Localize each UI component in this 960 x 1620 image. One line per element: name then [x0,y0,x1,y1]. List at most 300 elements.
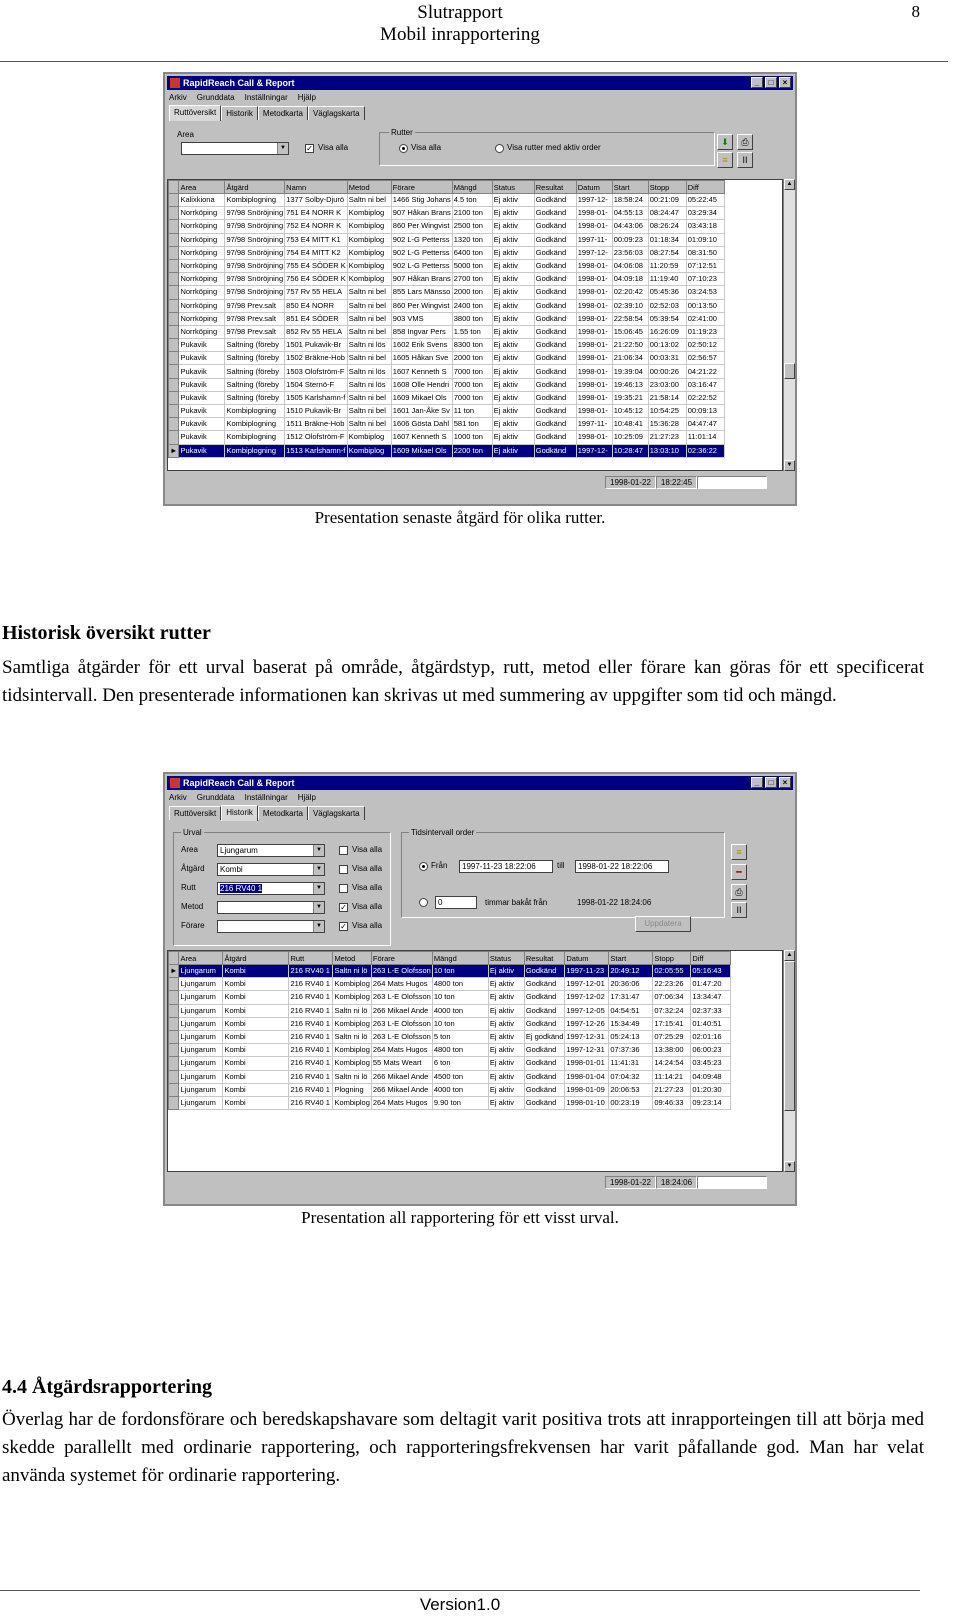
table-cell: 07:32:24 [653,1004,691,1017]
table-cell: 1998-01- [576,431,612,444]
scroll-down-icon[interactable]: ▼ [784,1161,795,1172]
table-cell: Saltn ni bel [347,299,391,312]
column-header[interactable]: Mängd [452,181,492,194]
menu-grunddata[interactable]: Grunddata [196,93,235,102]
table-cell: Kombi [223,1057,289,1070]
pause-icon[interactable]: II [737,152,753,168]
tab-historik[interactable]: Historik [221,106,258,120]
tab-metodkarta[interactable]: Metodkarta [258,106,308,120]
table-cell: 4000 ton [432,1004,488,1017]
table-row[interactable] [169,365,725,378]
table-cell: Ljungarum [179,1044,223,1057]
tab-ruttoversikt[interactable]: Ruttöversikt [169,105,221,121]
column-header[interactable]: Area [179,181,225,194]
row-indicator[interactable] [169,325,179,338]
table-cell: Pukavik [179,339,225,352]
column-header[interactable]: Start [609,952,653,965]
row-indicator[interactable] [169,220,179,233]
table-cell: Norrköping [179,286,225,299]
table-cell: Saltning (föreby [225,391,285,404]
column-header[interactable]: Area [179,952,223,965]
table-cell: 13:03:10 [648,444,686,457]
table-row[interactable] [169,418,725,431]
column-header[interactable]: Mängd [432,952,488,965]
row-indicator[interactable] [169,431,179,444]
sum-icon[interactable]: ≡ [717,152,733,168]
table-cell: Ej aktiv [492,431,534,444]
table-row[interactable] [169,391,725,404]
table-cell: 00:03:31 [648,352,686,365]
table-cell: 10:45:12 [612,405,648,418]
table-cell: Pukavik [179,365,225,378]
table-cell: Ej aktiv [492,339,534,352]
menu-hjalp[interactable]: Hjälp [297,793,316,802]
area-select[interactable] [181,142,289,155]
row-indicator[interactable] [169,1070,179,1083]
app-icon [170,78,180,88]
row-indicator[interactable] [169,391,179,404]
table-cell: Godkänd [534,259,576,272]
maximize-button[interactable]: □ [765,77,777,88]
pause-icon[interactable]: II [731,902,747,918]
row-indicator[interactable] [169,1096,179,1109]
table-cell: 1602 Erik Svens [391,339,452,352]
table-cell: Godkänd [524,991,565,1004]
table-cell: 97/98 Prev.salt [225,312,285,325]
table-cell: 1998-01- [576,325,612,338]
table-cell: 02:01:16 [691,1030,731,1043]
filter-select[interactable] [217,863,325,876]
table-cell: Saltn ni lös [347,365,391,378]
print-icon[interactable]: ⎙ [731,884,747,900]
row-indicator[interactable] [169,194,179,207]
minimize-button[interactable]: _ [751,77,763,88]
from-datetime-field[interactable]: 1997-11-23 18:22:06 [459,860,553,873]
filter-select[interactable] [217,920,325,933]
filter-label: Area [181,845,198,854]
table-cell: 04:55:13 [612,207,648,220]
table-cell: 216 RV40 1 [289,1004,333,1017]
table-cell: Kombi [223,1096,289,1109]
table-cell: 1998-01- [576,259,612,272]
table-cell: Saltning (föreby [225,378,285,391]
table-row[interactable] [169,246,725,259]
table-cell: 263 L-E Olofsson [371,1017,432,1030]
table-cell: Godkänd [534,220,576,233]
table-cell: 05:24:13 [609,1030,653,1043]
filter-select[interactable] [217,882,325,895]
column-header[interactable]: Förare [391,181,452,194]
visa-alla-checkbox[interactable]: ✓ [306,144,313,153]
hours-stepper[interactable]: 0 [435,896,477,909]
table-cell: Norrköping [179,325,225,338]
update-button[interactable]: Uppdatera [635,916,691,932]
filter-select[interactable] [217,844,325,857]
table-cell: 07:06:34 [653,991,691,1004]
table-cell: Ej aktiv [492,444,534,457]
table-row[interactable] [169,352,725,365]
table-row[interactable] [169,194,725,207]
visa-alla-checkbox[interactable] [339,884,348,893]
menu-installningar[interactable]: Inställningar [244,93,288,102]
table-row[interactable] [169,220,725,233]
scroll-thumb[interactable] [784,363,795,379]
row-indicator[interactable] [169,312,179,325]
table-cell: Kombiplog [333,1044,371,1057]
report-title: Slutrapport [417,2,503,23]
row-indicator[interactable] [169,1004,179,1017]
table-cell: 11:14:21 [653,1070,691,1083]
column-header[interactable]: Metod [347,181,391,194]
table-cell: 1997-12-05 [565,1004,609,1017]
filter-select[interactable] [217,901,325,914]
row-indicator[interactable] [169,352,179,365]
table-cell: 1998-01-09 [565,1083,609,1096]
column-header[interactable]: Start [612,181,648,194]
table-cell: Saltn ni lö [333,1030,371,1043]
tab-ruttoversikt[interactable]: Ruttöversikt [169,806,221,820]
table-cell: Godkänd [534,194,576,207]
row-indicator[interactable] [169,233,179,246]
table-row[interactable] [169,1030,731,1043]
column-header[interactable]: Stopp [648,181,686,194]
table-cell: 10 ton [432,965,488,978]
table-row[interactable] [169,431,725,444]
table-cell: 10:54:25 [648,405,686,418]
table-cell: Norrköping [179,299,225,312]
column-header[interactable]: Resultat [524,952,565,965]
table-cell: 10:28:47 [612,444,648,457]
header-rule [0,61,948,62]
table-cell: Kombiplog [333,1057,371,1070]
table-cell: 1501 Pukavik-Br [285,339,348,352]
table-cell: 04:47:47 [686,418,724,431]
table-cell: 4800 ton [432,1044,488,1057]
table-cell: 97/98 Snöröjning [225,220,285,233]
table-cell: 1502 Bräkne-Hob [285,352,348,365]
table-row[interactable] [169,991,731,1004]
column-header[interactable]: Status [488,952,524,965]
table-cell: Ej aktiv [492,194,534,207]
row-indicator[interactable] [169,299,179,312]
column-header[interactable]: Förare [371,952,432,965]
radio-visa-alla-label: Visa alla [411,143,442,152]
footer-version: Version1.0 [419,1595,501,1614]
table-cell: 902 L-G Petterss [391,246,452,259]
section-paragraph-historisk: Samtliga åtgärder för ett urval baserat på område, åtgärdstyp, rutt, metod eller förare kan göras för ett specificerat tidsintervall. Den presenterade informationen kan skrivas ut med summering av uppgifter som tid och mängd. [2,657,924,706]
table-cell: Godkänd [534,405,576,418]
table-cell: Kombiplog [347,259,391,272]
row-indicator[interactable] [169,207,179,220]
menu-grunddata[interactable]: Grunddata [196,793,235,802]
table-row[interactable] [169,207,725,220]
table-cell: 02:56:57 [686,352,724,365]
table-cell: 22:58:54 [612,312,648,325]
table-cell: 97/98 Prev.salt [225,325,285,338]
menu-arkiv[interactable]: Arkiv [169,793,187,802]
column-header[interactable]: Åtgärd [225,181,285,194]
row-indicator[interactable]: ► [169,444,179,457]
table-cell: Kombiplog [347,273,391,286]
row-indicator[interactable] [169,978,179,991]
row-indicator[interactable] [169,286,179,299]
table-row[interactable] [169,1017,731,1030]
row-indicator[interactable] [169,1083,179,1096]
menubar [169,92,316,104]
row-indicator[interactable] [169,991,179,1004]
tab-vaglagskarta[interactable]: Väglagskarta [308,106,365,120]
tab-strip [169,806,365,820]
table-cell: 03:24:53 [686,286,724,299]
sum-icon[interactable]: ≡ [731,844,747,860]
table-cell: Kombiplog [333,991,371,1004]
table-cell: 09:23:14 [691,1096,731,1109]
table-cell: 2200 ton [452,444,492,457]
row-indicator[interactable] [169,246,179,259]
table-cell: 00:00:26 [648,365,686,378]
table-row[interactable] [169,299,725,312]
minus-icon[interactable]: ━ [731,864,747,880]
table-cell: 05:45:36 [648,286,686,299]
table-row[interactable] [169,325,725,338]
table-cell: Godkänd [534,286,576,299]
close-button[interactable]: × [779,77,791,88]
row-indicator[interactable] [169,1030,179,1043]
table-cell: 20:36:06 [609,978,653,991]
table-cell: Ej aktiv [492,207,534,220]
menu-arkiv[interactable]: Arkiv [169,93,187,102]
table-row[interactable] [169,1044,731,1057]
radio-visa-alla[interactable] [399,144,408,153]
table-cell: 1997-12-31 [565,1030,609,1043]
table-cell: Ej aktiv [488,1044,524,1057]
table-row[interactable] [169,405,725,418]
table-row[interactable] [169,259,725,272]
scroll-up-icon[interactable]: ▲ [784,950,795,961]
table-cell: 757 Rv 55 HELA [285,286,348,299]
table-row[interactable] [169,965,731,978]
table-cell: 7000 ton [452,378,492,391]
table-row[interactable] [169,1096,731,1109]
radio-fran[interactable] [419,862,428,871]
table-cell: Kombiplogning [225,444,285,457]
table-cell: 19:46:13 [612,378,648,391]
table-cell: 00:13:02 [648,339,686,352]
table-cell: Kombiplog [333,1017,371,1030]
close-button[interactable]: × [779,777,791,788]
visa-alla-checkbox[interactable] [339,865,348,874]
table-cell: Ej aktiv [488,1057,524,1070]
radio-aktiv-order[interactable] [495,144,504,153]
column-header[interactable]: Stopp [653,952,691,965]
table-cell: Ej aktiv [488,1004,524,1017]
table-row[interactable] [169,378,725,391]
table-cell: 216 RV40 1 [289,1057,333,1070]
routes-grid-scrollbar[interactable] [783,179,795,471]
scroll-up-icon[interactable]: ▲ [784,179,795,190]
column-header[interactable]: Resultat [534,181,576,194]
table-cell: 1609 Mikael Ols [391,444,452,457]
print-icon[interactable]: ⎙ [737,134,753,150]
table-cell: 264 Mats Hugos [371,1044,432,1057]
table-row[interactable] [169,978,731,991]
table-cell: Ej aktiv [492,325,534,338]
table-row[interactable] [169,233,725,246]
column-header[interactable]: Diff [691,952,731,965]
table-cell: Norrköping [179,312,225,325]
table-cell: Ej aktiv [492,286,534,299]
table-cell: 1998-01- [576,207,612,220]
table-cell: Godkänd [524,965,565,978]
table-cell: 19:35:21 [612,391,648,404]
table-cell: Ej aktiv [488,991,524,1004]
table-cell: 97/98 Prev.salt [225,299,285,312]
row-indicator[interactable] [169,259,179,272]
table-cell: Kombiplogning [225,405,285,418]
row-indicator[interactable] [169,1057,179,1070]
section-paragraph-atgardsrapportering: Överlag har de fordonsförare och beredskapshavare som deltagit varit positiva trots att inrapporteingen till att börja med skedde parallellt med ordinarie rapportering, och rapporteringsfrekvensen har varit påfallande god. Man har velat använda systemet för ordinarie rapportering. [2,1409,924,1486]
minimize-button[interactable]: _ [751,777,763,788]
row-indicator[interactable]: ► [169,965,179,978]
visa-alla-checkbox[interactable] [339,846,348,855]
table-row[interactable] [169,286,725,299]
table-cell: 04:21:22 [686,365,724,378]
row-indicator[interactable] [169,1017,179,1030]
urval-label: Urval [183,828,202,837]
table-cell: 04:43:06 [612,220,648,233]
table-row[interactable] [169,444,725,457]
tab-historik[interactable]: Historik [221,805,258,821]
column-header[interactable]: Åtgärd [223,952,289,965]
tab-metodkarta[interactable]: Metodkarta [258,806,308,820]
table-row[interactable] [169,273,725,286]
table-cell: 8300 ton [452,339,492,352]
table-cell: Godkänd [534,299,576,312]
table-cell: 10:48:41 [612,418,648,431]
table-cell: 02:41:00 [686,312,724,325]
table-cell: 05:22:45 [686,194,724,207]
table-cell: Kombi [223,1030,289,1043]
row-indicator[interactable] [169,418,179,431]
table-cell: 21:27:23 [648,431,686,444]
table-cell: Godkänd [534,378,576,391]
table-cell: Saltn ni bel [347,325,391,338]
column-header[interactable]: Diff [686,181,724,194]
table-cell: 266 Mikael Ande [371,1083,432,1096]
column-header[interactable]: Rutt [289,952,333,965]
window-titlebar [167,776,793,790]
table-cell: Saltn ni lös [347,339,391,352]
table-cell: Saltning (föreby [225,365,285,378]
column-header[interactable]: Namn [285,181,348,194]
table-cell: 01:47:20 [691,978,731,991]
table-row[interactable] [169,1083,731,1096]
chevron-down-icon: ▼ [313,864,324,875]
table-cell: 07:04:32 [609,1070,653,1083]
radio-timmar[interactable] [419,898,428,907]
scroll-down-icon[interactable]: ▼ [784,460,795,471]
table-cell: 18:58:24 [612,194,648,207]
visa-alla-checkbox[interactable]: ✓ [340,903,347,912]
table-row[interactable] [169,1057,731,1070]
row-indicator[interactable] [169,1044,179,1057]
table-cell: 858 Ingvar Pers [391,325,452,338]
table-cell: 4000 ton [432,1083,488,1096]
table-cell: 11:01:14 [686,431,724,444]
table-cell: 751 E4 NORR K [285,207,348,220]
scroll-thumb[interactable] [784,961,795,1111]
table-cell: Norrköping [179,273,225,286]
table-cell: Saltn ni bel [347,194,391,207]
table-cell: Kombi [223,1044,289,1057]
column-header[interactable]: Metod [333,952,371,965]
row-indicator[interactable] [169,378,179,391]
table-cell: 1997-12-02 [565,991,609,1004]
table-cell: Norrköping [179,207,225,220]
till-datetime-field[interactable]: 1998-01-22 18:22:06 [575,860,669,873]
table-cell: 1998-01- [576,339,612,352]
column-header[interactable]: Datum [576,181,612,194]
hours-from-value: 1998-01-22 18:24:06 [577,898,652,907]
table-cell: 9.90 ton [432,1096,488,1109]
table-cell: 1000 ton [452,431,492,444]
table-cell: Godkänd [534,273,576,286]
download-icon[interactable]: ⬇ [717,134,733,150]
row-indicator[interactable] [169,405,179,418]
status-date: 1998-01-22 [605,476,656,489]
maximize-button[interactable]: □ [765,777,777,788]
menu-hjalp[interactable]: Hjälp [297,93,316,102]
row-indicator[interactable] [169,365,179,378]
table-cell: 23:56:03 [612,246,648,259]
table-cell: 216 RV40 1 [289,1030,333,1043]
tab-vaglagskarta[interactable]: Väglagskarta [308,806,365,820]
timmar-label: timmar bakåt från [485,898,548,907]
table-row[interactable] [169,1004,731,1017]
table-cell: Kombiplog [333,978,371,991]
table-cell: 216 RV40 1 [289,1070,333,1083]
visa-alla-checkbox[interactable]: ✓ [340,922,347,931]
column-header[interactable]: Status [492,181,534,194]
table-cell: Kombiplog [347,207,391,220]
table-cell: Ej aktiv [488,978,524,991]
table-cell: Saltning (föreby [225,339,285,352]
table-cell: Norrköping [179,220,225,233]
fran-label: Från [431,861,448,870]
table-cell: 5000 ton [452,259,492,272]
table-cell: Godkänd [524,1017,565,1030]
row-indicator[interactable] [169,339,179,352]
table-cell: 216 RV40 1 [289,1017,333,1030]
table-cell: 19:39:04 [612,365,648,378]
table-row[interactable] [169,312,725,325]
history-grid-scrollbar[interactable] [783,950,795,1172]
table-row[interactable] [169,1070,731,1083]
table-row[interactable] [169,339,725,352]
menu-installningar[interactable]: Inställningar [244,793,288,802]
table-cell: Godkänd [524,1004,565,1017]
statusbar [605,476,767,489]
table-cell: 23:03:00 [648,378,686,391]
table-cell: 1601 Jan-Åke Sv [391,405,452,418]
table-cell: 907 Håkan Brans [391,273,452,286]
table-cell: 97/98 Snöröjning [225,246,285,259]
visa-alla-label: Visa alla [352,845,383,854]
table-cell: Pukavik [179,391,225,404]
row-indicator[interactable] [169,273,179,286]
column-header[interactable]: Datum [565,952,609,965]
table-cell: 97/98 Snöröjning [225,259,285,272]
